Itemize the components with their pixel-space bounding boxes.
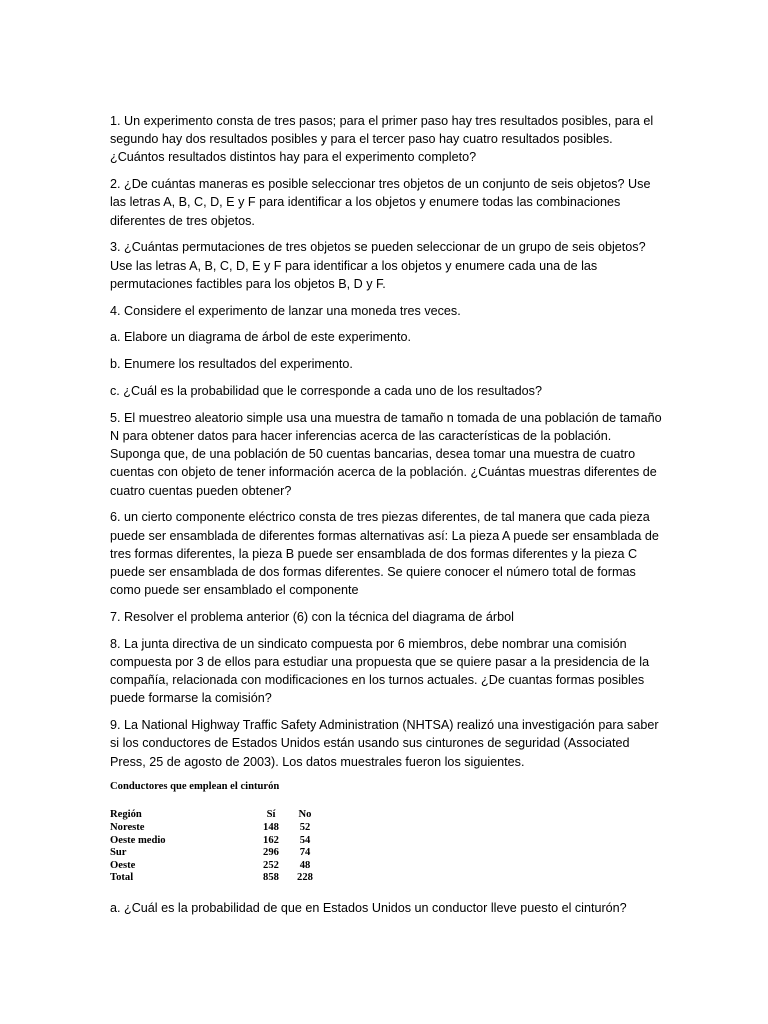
exercise-4: 4. Considere el experimento de lanzar una moneda tres veces. [110,303,461,318]
exercise-3: 3. ¿Cuántas permutaciones de tres objetos se pueden seleccionar de un grupo de seis objetos? Use las letras A, B, C, D, E y F para identificar a los objetos y enumere cada una de las permutaciones factibles para los objetos B, D y F. [110,240,646,291]
exercise-6: 6. un cierto componente eléctrico consta de tres piezas diferentes, de tal manera que cada pieza puede ser ensamblada de diferentes formas alternativas así: La pieza A puede ser ensamblada de tres formas diferentes, la pieza B puede ser ensamblada de dos formas diferentes y la pieza C puede ser ensamblada de dos formas diferentes. Se quiere conocer el número total de formas como puede ser ensamblado el componente [110,510,659,598]
row-no: 54 [299,834,311,846]
exercise-7: 7. Resolver el problema anterior (6) con la técnica del diagrama de árbol [110,610,514,625]
row-si: 858 [263,872,279,884]
table-row [110,822,315,835]
exercise-2: 2. ¿De cuántas maneras es posible seleccionar tres objetos de un conjunto de seis objetos? Use las letras A, B, C, D, E y F para identificar a los objetos y enumere todas las combinaciones diferentes de tres objetos. [110,177,651,228]
row-region: Oeste medio [110,834,166,846]
exercise-4a: a. Elabore un diagrama de árbol de este experimento. [110,330,412,345]
row-region: Noreste [110,822,145,834]
exercise-9: 9. La National Highway Traffic Safety Administration (NHTSA) realizó una investigación para saber si los conductores de Estados Unidos están usando sus cinturones de seguridad (Associated Press, 25 de agosto de 2003). Los datos muestrales fueron los siguientes. [110,718,659,769]
row-si: 296 [263,847,279,859]
table-title: Conductores que emplean el cinturón [110,780,280,792]
row-no: 52 [299,822,311,834]
row-region: Total [110,872,134,884]
row-no: 228 [297,872,313,884]
exercise-9a: a. ¿Cuál es la probabilidad de que en Estados Unidos un conductor lleve puesto el cinturón? [110,900,627,915]
table-header-row [110,809,315,822]
table-row-total [110,872,315,885]
header-no: No [298,809,312,821]
row-si: 162 [263,834,279,846]
header-si: Sí [266,809,276,821]
table-row [110,835,315,848]
row-no: 48 [299,859,311,871]
exercise-5: 5. El muestreo aleatorio simple usa una muestra de tamaño n tomada de una población de tamaño N para obtener datos para hacer inferencias acerca de las características de la población. Suponga que, de una población de 50 cuentas bancarias, desea tomar una muestra de cuatro cuentas con objeto de tener información acerca de la población. ¿Cuántas muestras diferentes de cuatro cuentas pueden obtener? [110,410,662,498]
table-row [110,847,315,860]
row-si: 252 [263,859,279,871]
row-region: Oeste [110,859,136,871]
exercise-4c: c. ¿Cuál es la probabilidad que le corresponde a cada uno de los resultados? [110,384,542,398]
seatbelt-table-block [110,781,665,885]
document-body [110,112,665,926]
row-region: Sur [110,847,127,859]
exercise-4b: b. Enumere los resultados del experimento. [110,357,353,372]
row-no: 74 [299,847,311,859]
exercise-8: 8. La junta directiva de un sindicato compuesta por 6 miembros, debe nombrar una comisión compuesta por 3 de ellos para estudiar una propuesta que se quiere pasar a la presidencia de la compañía, relacionada con modificaciones en los turnos actuales. ¿De cuantas formas posibles puede formarse la comisión? [110,636,650,706]
header-region: Región [110,809,142,821]
seatbelt-table [110,809,315,885]
row-si: 148 [263,822,279,834]
table-row [110,860,315,873]
exercise-1: 1. Un experimento consta de tres pasos; para el primer paso hay tres resultados posibles, para el segundo hay dos resultados posibles y para el tercer paso hay cuatro resultados posibles. ¿Cuántos resultados distintos hay para el experimento completo? [110,114,654,165]
